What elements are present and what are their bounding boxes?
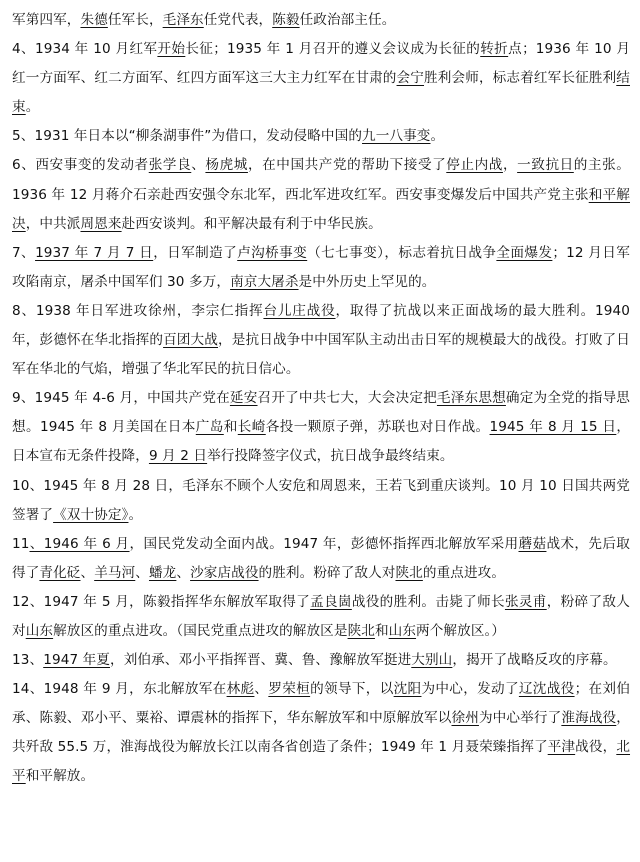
underlined-term: 开始 — [157, 41, 186, 58]
text-run: 确定为全党的指导思想。1945 年 8 月美国在日本 — [12, 390, 631, 436]
text-run: 战役的胜利。击毙了师长 — [351, 593, 505, 610]
underlined-term: 辽沈战役 — [518, 681, 575, 698]
text-run: 13、 — [12, 652, 44, 669]
underlined-term: 孟良崮 — [310, 593, 352, 610]
underlined-term: 和平解决 — [12, 186, 630, 232]
text-run: 7、 — [12, 244, 36, 261]
text-run: 、 — [254, 681, 269, 698]
text-run: 。 — [128, 506, 143, 523]
text-run: 9、1945 年 4-6 月，中国共产党在 — [12, 390, 230, 407]
underlined-term: 朱德 — [80, 12, 108, 28]
text-run: 各投一颗原子弹，苏联也对日作战。 — [265, 419, 490, 436]
text-run: 的主张。1936 年 12 月蒋介石亲赴西安强令东北军，西北军进攻红军。西安事变爆发后中国共产党主张 — [12, 157, 630, 203]
paragraph — [12, 384, 630, 471]
paragraph — [12, 297, 630, 384]
underlined-term: 1937 年 7 月 7 日 — [35, 244, 154, 261]
underlined-term: 转折 — [480, 41, 509, 58]
text-run: 12、1947 年 5 月，陈毅指挥华东解放军取得了 — [12, 593, 311, 610]
underlined-term: 杨虎城 — [205, 157, 248, 174]
text-run: 召开了中共七大，大会决定把 — [257, 390, 437, 407]
text-run: ，日军制造了 — [153, 244, 238, 261]
underlined-term: 张灵甫 — [504, 593, 547, 610]
text-run: 5、1931 年日本以“柳条湖事件”为借口，发动侵略中国的 — [12, 128, 363, 145]
underlined-term: 延安 — [229, 390, 258, 407]
underlined-term: 会宁 — [396, 70, 425, 87]
underlined-term: 1945 年 8 月 15 日 — [489, 419, 617, 436]
text-run: 10、1945 年 8 月 28 日，毛泽东不顾个人安危和周恩来，王若飞到重庆谈判。10 月 10 日国共两党签署了 — [12, 477, 630, 523]
text-run: 点；1936 年 10 月红一方面军、红二方面军、红四方面军这三大主力红军在甘肃的 — [12, 41, 631, 87]
underlined-term: 1947 年夏 — [43, 652, 111, 669]
text-run: ，国民党发动全面内战。1947 年，彭德怀指挥西北解放军采用 — [129, 535, 519, 552]
underlined-term: 一致抗日 — [517, 157, 574, 174]
text-run: 举行投降签字仪式，抗日战争最终结束。 — [207, 448, 454, 465]
underlined-term: 羊马河 — [94, 564, 136, 581]
paragraph — [12, 6, 630, 35]
text-run: 和平解放。 — [25, 768, 95, 785]
text-run: 是中外历史上罕见的。 — [298, 273, 436, 290]
underlined-term: 山东 — [388, 622, 417, 639]
paragraph — [12, 675, 630, 791]
text-run: ，中共派 — [25, 215, 81, 232]
text-run: 解放区的重点进攻。（国民党重点进攻的解放区是 — [53, 622, 348, 639]
text-run: 为中心举行了 — [478, 710, 562, 727]
text-run: 任党代表， — [203, 12, 273, 28]
text-run: ，日本宣布无条件投降， — [12, 419, 631, 465]
underlined-term: 陈毅 — [272, 12, 300, 28]
underlined-term: 《双十协定》 — [53, 506, 129, 523]
text-run: 、 — [176, 564, 191, 581]
paragraph — [12, 239, 630, 297]
underlined-term: 北平 — [12, 739, 631, 785]
text-run: 、 — [135, 564, 149, 581]
underlined-term: 陕北 — [347, 622, 375, 639]
text-run: 的领导下，以 — [310, 681, 394, 698]
underlined-term: 张学良 — [148, 157, 192, 174]
underlined-term: 南京大屠杀 — [230, 273, 299, 290]
underlined-term: 、1946 年 6 月 — [29, 535, 130, 552]
underlined-term: 9 月 2 日 — [148, 448, 208, 465]
paragraph — [12, 472, 630, 530]
underlined-term: 山东 — [25, 622, 54, 639]
text-run: ，刘伯承、邓小平指挥晋、冀、鲁、豫解放军挺进 — [110, 652, 412, 669]
underlined-term: 全面爆发 — [496, 244, 553, 261]
underlined-term: 淮海战役 — [561, 710, 617, 727]
underlined-term: 九一八事变 — [362, 128, 431, 145]
underlined-term: 停止内战 — [446, 157, 503, 174]
underlined-term: 沈阳 — [393, 681, 422, 698]
text-run: ， — [502, 157, 518, 174]
text-run: 任军长， — [107, 12, 163, 28]
underlined-term: 平津 — [547, 739, 576, 756]
text-run: （七七事变），标志着抗日战争 — [307, 244, 497, 261]
text-run: ；12 月日军攻陷南京，屠杀中国军们 30 多万， — [12, 244, 630, 290]
text-run: 战役， — [575, 739, 617, 756]
text-run: ，是抗日战争中中国军队主动出击日军的规模最大的战役。打败了日军在华北的气焰，增强了华北军民的抗日信心。 — [12, 332, 630, 378]
text-run: 和 — [374, 622, 389, 639]
text-run: ，揭开了战略反攻的序幕。 — [452, 652, 617, 669]
text-run: 和 — [223, 419, 238, 436]
text-run: 两个解放区。） — [416, 622, 506, 639]
text-run: ，粉碎了敌人对 — [12, 593, 630, 639]
text-run: 长征；1935 年 1 月召开的遵义会议成为长征的 — [185, 41, 481, 58]
paragraph — [12, 646, 630, 675]
text-run: 战术，先后取得了 — [12, 535, 631, 581]
text-run: ；在刘伯承、陈毅、邓小平、粟裕、谭震林的指挥下，华东解放军和中原解放军以 — [12, 681, 631, 727]
underlined-term: 卢沟桥事变 — [237, 244, 308, 261]
text-run: 4、1934 年 10 月红军 — [12, 41, 158, 58]
underlined-term: 青化砭 — [39, 564, 81, 581]
text-run: 14、1948 年 9 月，东北解放军在 — [12, 681, 227, 698]
text-run: 任政治部主任。 — [299, 12, 396, 28]
text-run: ，在中国共产党的帮助下接受了 — [247, 157, 447, 174]
underlined-term: 毛泽东 — [162, 12, 204, 28]
underlined-term: 林彪 — [226, 681, 255, 698]
text-run: ，共歼敌 55.5 万，淮海战役为解放长江以南各省创造了条件；1949 年 1 月聂荣臻指挥了 — [12, 710, 630, 756]
underlined-term: 徐州 — [451, 710, 479, 727]
underlined-term: 罗荣桓 — [268, 681, 311, 698]
underlined-term: 沙家店战役 — [190, 564, 259, 581]
underlined-term: 广岛 — [195, 419, 224, 436]
underlined-term: 长崎 — [237, 419, 266, 436]
text-run: 、 — [80, 564, 95, 581]
underlined-term: 台儿庄战役 — [263, 302, 336, 319]
text-run: 的胜利。粉碎了敌人对 — [258, 564, 396, 581]
text-run: ，取得了抗战以来正面战场的最大胜利。1940 年，彭德怀在华北指挥的 — [12, 302, 630, 349]
text-run: 8、1938 年日军进攻徐州，李宗仁指挥 — [12, 302, 264, 319]
underlined-term: 陕北 — [395, 564, 423, 581]
text-run: 。 — [430, 128, 445, 145]
paragraph — [12, 122, 630, 151]
text-run: 为中心，发动了 — [421, 681, 519, 698]
underlined-term: 大别山 — [411, 652, 453, 669]
text-run: 、 — [191, 157, 206, 174]
underlined-term: 毛泽东思想 — [436, 390, 506, 407]
text-run: 胜利会师，标志着红军长征胜利 — [424, 70, 617, 87]
text-run: 军第四军， — [12, 12, 81, 28]
text-run: 赴西安谈判。和平解决最有利于中华民族。 — [121, 215, 382, 232]
underlined-term: 百团大战 — [163, 332, 219, 349]
underlined-term: 周恩来 — [80, 215, 122, 232]
underlined-term: 蟠龙 — [148, 564, 177, 581]
underlined-term: 结束 — [12, 70, 630, 116]
text-run: 。 — [25, 99, 40, 116]
text-run: 的重点进攻。 — [422, 564, 506, 581]
text-run: 6、西安事变的发动者 — [12, 157, 149, 174]
paragraph — [12, 35, 630, 122]
underlined-term: 蘑菇 — [518, 535, 547, 552]
paragraph — [12, 588, 630, 646]
text-run: 11 — [12, 535, 30, 552]
paragraph — [12, 151, 630, 238]
paragraph — [12, 530, 630, 588]
